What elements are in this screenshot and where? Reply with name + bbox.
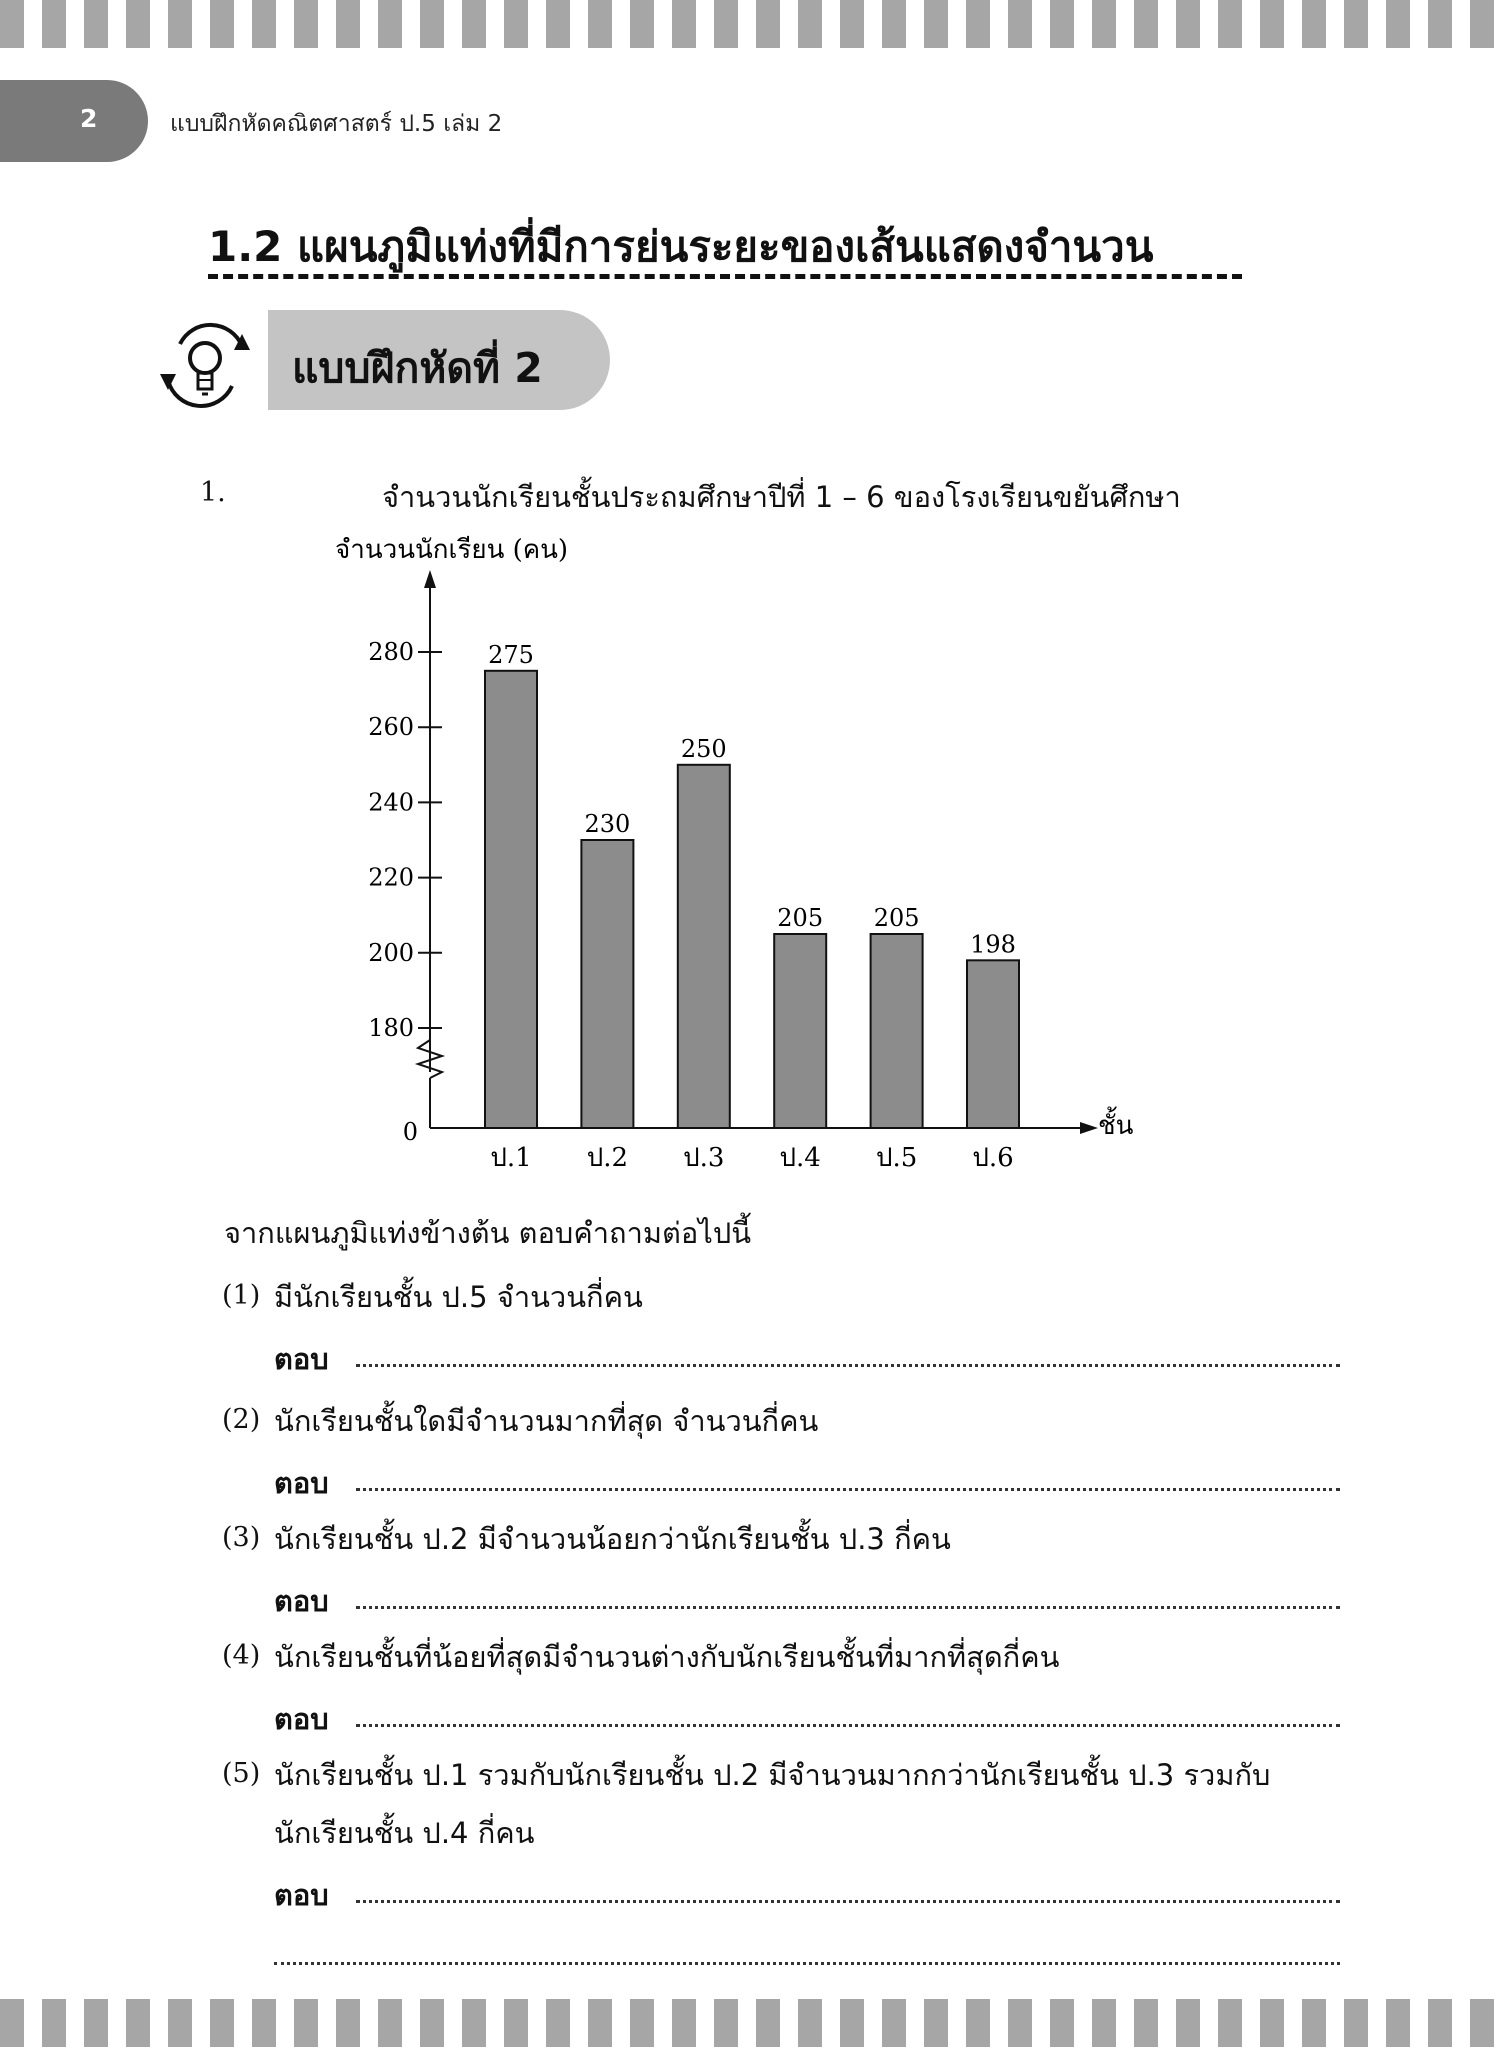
- y-axis-arrow: [424, 570, 436, 588]
- item-number: (1): [222, 1280, 261, 1311]
- y-tick-label: 260: [368, 713, 414, 742]
- bar-chart: [300, 530, 1200, 1180]
- item-text: มีนักเรียนชั้น ป.5 จำนวนกี่คน: [274, 1280, 643, 1314]
- data-label: 205: [777, 904, 824, 932]
- bar: [678, 765, 730, 1128]
- chart-title: จำนวนนักเรียนชั้นประถมศึกษาปีที่ 1 – 6 ของโรงเรียนขยันศึกษา: [382, 480, 1181, 514]
- item-number: (3): [222, 1522, 261, 1553]
- item-number: (2): [222, 1404, 261, 1435]
- top-stripe-border: [0, 0, 1496, 48]
- x-axis-arrow: [1080, 1122, 1098, 1134]
- page-number-tab: [0, 80, 148, 162]
- x-tick-label: ป.3: [683, 1143, 725, 1173]
- y-tick-label: 200: [368, 938, 414, 967]
- y-tick-label: 180: [368, 1014, 414, 1042]
- item-text: นักเรียนชั้น ป.2 มีจำนวนน้อยกว่านักเรียนชั้น ป.3 กี่คน: [274, 1522, 951, 1556]
- x-tick-label: ป.2: [586, 1143, 629, 1173]
- x-tick-label: ป.1: [490, 1143, 532, 1173]
- bar: [485, 671, 537, 1128]
- item-number: (4): [222, 1640, 261, 1671]
- answer-label: ตอบ: [274, 1878, 329, 1912]
- answer-label: ตอบ: [274, 1702, 329, 1736]
- answer-label: ตอบ: [274, 1342, 329, 1376]
- instruction-text: จากแผนภูมิแท่งข้างต้น ตอบคำถามต่อไปนี้: [224, 1216, 752, 1250]
- bar: [581, 840, 633, 1128]
- data-label: 275: [488, 640, 534, 669]
- y-zero-label: 0: [402, 1118, 418, 1146]
- question-number: 1.: [200, 477, 226, 508]
- y-tick-label: 280: [368, 638, 414, 666]
- data-label: 205: [873, 904, 920, 932]
- page-number: 2: [80, 104, 98, 133]
- data-label: 230: [584, 810, 631, 838]
- bar: [774, 934, 826, 1128]
- y-axis-label: จำนวนนักเรียน (คน): [335, 535, 569, 565]
- answer-line-1[interactable]: [356, 1364, 1340, 1367]
- item-number: (5): [222, 1758, 261, 1789]
- answer-line-4[interactable]: [356, 1724, 1340, 1727]
- answer-line-5[interactable]: [356, 1900, 1340, 1903]
- data-label: 198: [970, 930, 1016, 959]
- x-axis-label: ชั้น: [1098, 1111, 1134, 1141]
- bar: [967, 960, 1019, 1128]
- y-tick-label: 240: [368, 788, 414, 817]
- title-dashed-underline: [208, 274, 1242, 279]
- x-tick-label: ป.6: [972, 1143, 1014, 1173]
- item-text-continued: นักเรียนชั้น ป.4 กี่คน: [274, 1816, 535, 1850]
- item-text: นักเรียนชั้นใดมีจำนวนมากที่สุด จำนวนกี่คน: [274, 1404, 819, 1438]
- y-tick-label: 220: [368, 863, 414, 892]
- item-text: นักเรียนชั้นที่น้อยที่สุดมีจำนวนต่างกับนักเรียนชั้นที่มากที่สุดกี่คน: [274, 1640, 1060, 1674]
- answer-line-2[interactable]: [356, 1488, 1340, 1491]
- exercise-label: แบบฝึกหัดที่ 2: [292, 344, 543, 392]
- lightbulb-cycle-icon: [150, 314, 260, 414]
- bar: [871, 934, 923, 1128]
- section-title: 1.2 แผนภูมิแท่งที่มีการย่นระยะของเส้นแสดงจำนวน: [208, 222, 1154, 271]
- item-text: นักเรียนชั้น ป.1 รวมกับนักเรียนชั้น ป.2 มีจำนวนมากกว่านักเรียนชั้น ป.3 รวมกับ: [274, 1758, 1271, 1792]
- running-header: แบบฝึกหัดคณิตศาสตร์ ป.5 เล่ม 2: [170, 111, 503, 137]
- answer-label: ตอบ: [274, 1466, 329, 1500]
- answer-line-5b[interactable]: [274, 1962, 1340, 1965]
- answer-line-3[interactable]: [356, 1606, 1340, 1609]
- data-label: 250: [680, 734, 727, 763]
- x-tick-label: ป.4: [779, 1143, 821, 1173]
- x-tick-label: ป.5: [875, 1143, 918, 1173]
- bottom-stripe-border: [0, 1999, 1496, 2047]
- answer-label: ตอบ: [274, 1584, 329, 1618]
